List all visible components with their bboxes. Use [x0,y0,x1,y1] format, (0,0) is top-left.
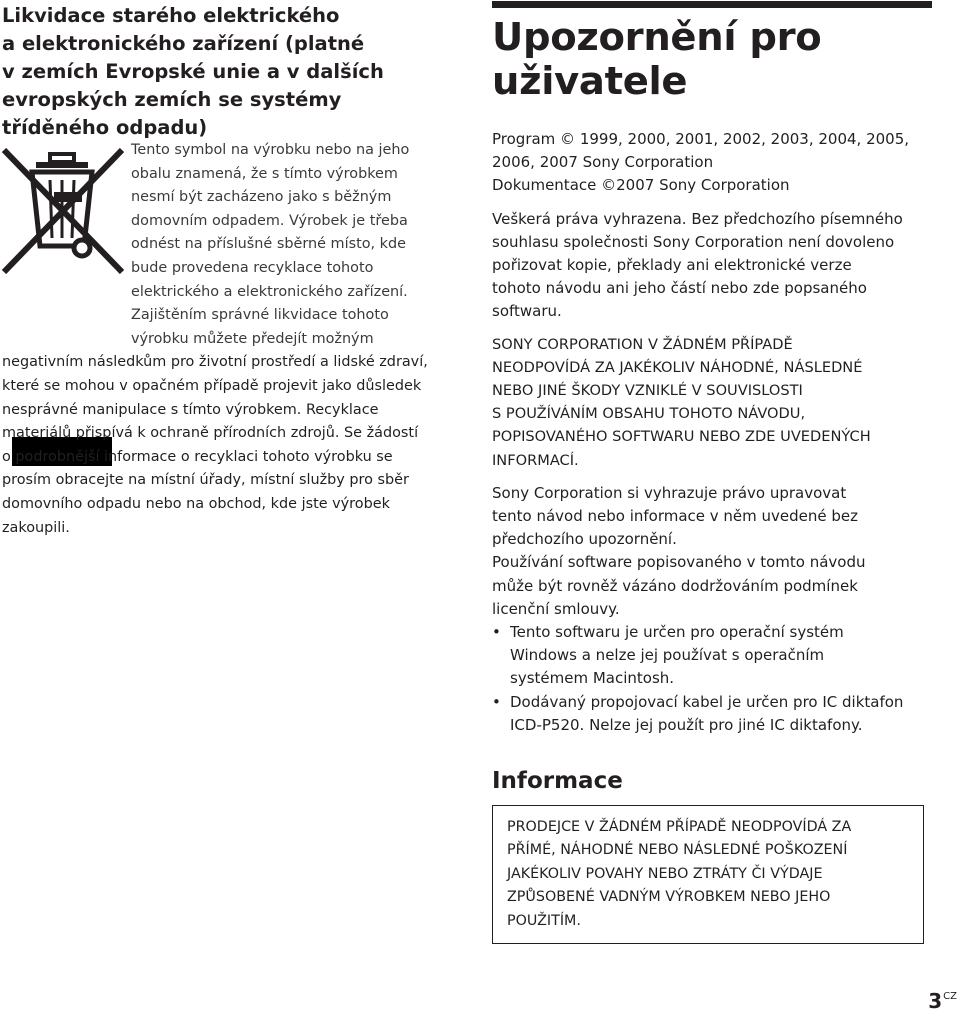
page-language-suffix: CZ [943,991,957,1002]
text-line: nesmí být zacházeno jako s běžným [131,189,392,206]
page-number-value: 3 [928,989,943,1013]
heading-line: tříděného odpadu) [2,116,208,139]
text-line: PRODEJCE V ŽÁDNÉM PŘÍPADĚ NEODPOVÍDÁ ZA [507,819,852,836]
title-line: uživatele [492,59,688,104]
text-line: pořizovat kopie, překlady ani elektronické verze [492,256,852,275]
text-line: bude provedena recyklace tohoto [131,259,374,276]
info-box [492,805,924,944]
bullet-icon: • [492,692,501,711]
text-line: tento návod nebo informace v něm uvedené bez [492,507,859,526]
weee-paragraph [2,139,428,540]
text-line: JAKÉKOLIV POVAHY NEBO ZTRÁTY ČI VÝDAJE [507,865,823,882]
weee-heading [2,0,450,142]
text-line: negativním následkům pro životní prostředí a lidské zdraví, [2,354,428,371]
text-line: Tento softwaru je určen pro operační systém [510,623,844,642]
title-line: Upozornění pro [492,15,822,60]
text-line: ZPŮSOBENÉ VADNÝM VÝROBKEM NEBO JEHO [507,889,831,906]
text-line: předchozího upozornění. [492,530,677,549]
text-line: tohoto návodu ani jeho částí nebo zde popsaného [492,279,867,298]
text-line: systémem Macintosh. [510,669,675,688]
heading-line: v zemích Evropské unie a v dalších [2,60,384,83]
text-line: PŘÍMÉ, NÁHODNÉ NEBO NÁSLEDNÉ POŠKOZENÍ [507,842,848,859]
section-top-rule [492,1,932,8]
text-line: Windows a nelze jej používat s operačním [510,646,825,665]
text-line: domovním odpadem. Výrobek je třeba [131,212,408,229]
text-line: může být rovněž vázáno dodržováním podmínek [492,576,858,595]
text-line: elektrického a elektronického zařízení. [131,283,408,300]
heading-line: a elektronického zařízení (platné [2,32,365,55]
text-line: Používání software popisovaného v tomto návodu [492,553,866,572]
info-box-text [507,816,923,933]
sony-rights-paragraph [492,482,938,621]
text-line: NEODPOVÍDÁ ZA JAKÉKOLIV NÁHODNÉ, NÁSLEDNÉ [492,358,863,376]
heading-line: Likvidace starého elektrického [2,4,340,27]
text-line: ICD-P520. Nelze jej použít pro jiné IC diktafony. [510,715,863,734]
text-line: materiálů přispívá k ochraně přírodních zdrojů. Se žádostí [2,425,419,442]
copyright-paragraph [492,128,938,198]
disclaimer-paragraph [492,333,938,472]
text-line: odnést na příslušné sběrné místo, kde [131,236,406,253]
text-line: domovního odpadu nebo na obchod, kde jste výrobek [2,495,390,512]
page-title [492,16,938,104]
text-line: Veškerá práva vyhrazena. Bez předchozího písemného [492,209,903,228]
list-item [492,621,938,691]
right-column [492,0,938,944]
text-line: obalu znamená, že s tímto výrobkem [131,165,398,182]
rights-paragraph [492,208,938,324]
text-line: 2006, 2007 Sony Corporation [492,153,714,172]
text-line: POUŽITÍM. [507,912,581,929]
text-line: zakoupili. [2,519,70,536]
weee-section [2,142,450,536]
text-line: Dokumentace ©2007 Sony Corporation [492,176,790,195]
text-line: INFORMACÍ. [492,451,579,469]
text-line: NEBO JINÉ ŠKODY VZNIKLÉ V SOUVISLOSTI [492,382,803,400]
bullet-list [492,621,938,737]
text-line: nesprávné manipulace s tímto výrobkem. Recyklace [2,401,379,418]
text-line: licenční smlouvy. [492,599,620,618]
left-column [2,0,450,536]
text-line: Sony Corporation si vyhrazuje právo upravovat [492,483,847,502]
bullet-icon: • [492,623,501,642]
text-line: Dodávaný propojovací kabel je určen pro IC diktafon [510,692,904,711]
text-line: souhlasu společnosti Sony Corporation není dovoleno [492,232,895,251]
text-line: S POUŽÍVÁNÍM OBSAHU TOHOTO NÁVODU, [492,405,806,423]
text-line: které se mohou v opačném případě projevit jako důsledek [2,377,422,394]
text-line: prosím obracejte na místní úřady, místní služby pro sběr [2,472,409,489]
text-line: softwaru. [492,302,562,321]
text-line: Program © 1999, 2000, 2001, 2002, 2003, 2004, 2005, [492,130,910,148]
text-line: SONY CORPORATION V ŽÁDNÉM PŘÍPADĚ [492,335,793,353]
text-line: o podrobnější informace o recyklaci tohoto výrobku se [2,448,393,465]
text-line: POPISOVANÉHO SOFTWARU NEBO ZDE UVEDENÝCH [492,428,871,446]
info-heading: Informace [492,768,623,795]
list-item [492,691,938,737]
text-line: Tento symbol na výrobku nebo na jeho [131,142,410,158]
heading-line: evropských zemích se systémy [2,88,342,111]
text-line: výrobku můžete předejít možným [131,330,374,347]
text-line: Zajištěním správné likvidace tohoto [131,307,389,324]
